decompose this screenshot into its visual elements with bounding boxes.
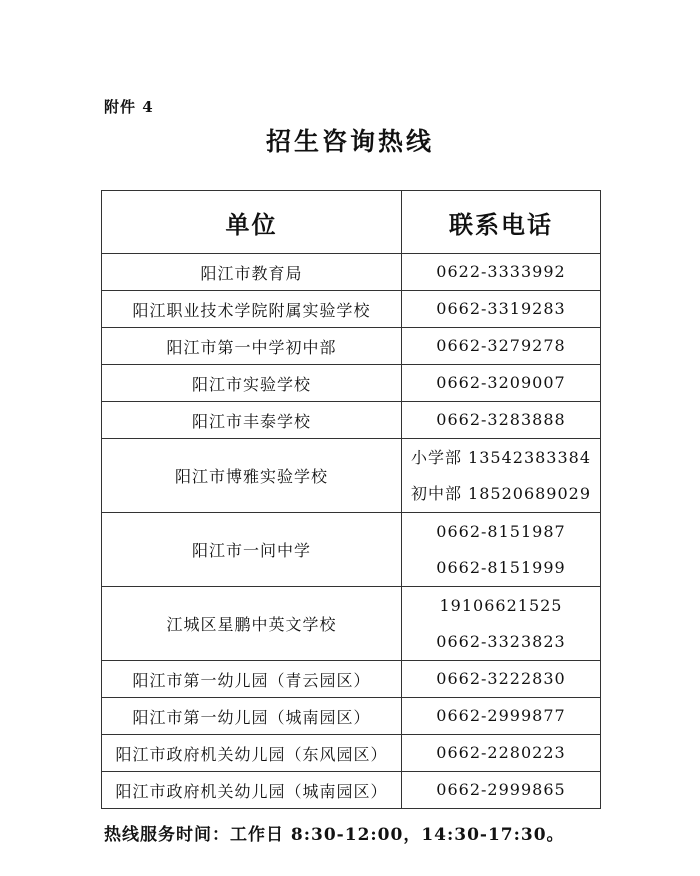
- unit-name: 江城区星鹏中英文学校: [102, 587, 402, 661]
- service-hours-note: 热线服务时间：工作日 8:30-12:00，14:30-17:30。: [104, 825, 565, 845]
- phone-cell: [402, 439, 601, 513]
- table-row: [102, 513, 601, 587]
- phone-number: 0662-2999865: [436, 780, 566, 799]
- phone-number: 0662-8151987: [436, 521, 566, 541]
- unit-name: 阳江市一问中学: [102, 513, 402, 587]
- phone-cell: [402, 291, 601, 328]
- unit-name: 阳江市丰泰学校: [102, 402, 402, 439]
- unit-name: 阳江市教育局: [102, 254, 402, 291]
- header-phone: 联系电话: [402, 191, 601, 254]
- page-title: 招生咨询热线: [265, 127, 434, 156]
- table-row: [102, 328, 601, 365]
- unit-name: 阳江市第一幼儿园（青云园区）: [102, 661, 402, 698]
- table-row: [102, 735, 601, 772]
- phone-number: 0622-3333992: [436, 262, 566, 281]
- phone-cell: [402, 661, 601, 698]
- phone-cell: [402, 698, 601, 735]
- table-row: [102, 365, 601, 402]
- table-row: [102, 402, 601, 439]
- table-row: [102, 772, 601, 809]
- unit-name: 阳江职业技术学院附属实验学校: [102, 291, 402, 328]
- table-row: [102, 439, 601, 513]
- phone-cell: [402, 365, 601, 402]
- phone-number: 0662-2999877: [436, 706, 566, 725]
- unit-name: 阳江市政府机关幼儿园（城南园区）: [102, 772, 402, 809]
- phone-cell: [402, 328, 601, 365]
- phone-number: 0662-3319283: [436, 299, 566, 318]
- phone-number: 0662-8151999: [436, 557, 566, 577]
- attachment-label: 附件 4: [104, 98, 154, 116]
- table-row: [102, 661, 601, 698]
- unit-name: 阳江市博雅实验学校: [102, 439, 402, 513]
- table-header-row: [102, 191, 601, 254]
- phone-cell: [402, 402, 601, 439]
- table-row: [102, 698, 601, 735]
- phone-cell: [402, 772, 601, 809]
- phone-number: 初中部 18520689029: [410, 483, 592, 503]
- phone-number: 0662-3222830: [436, 669, 566, 688]
- unit-name: 阳江市政府机关幼儿园（东风园区）: [102, 735, 402, 772]
- phone-cell: [402, 587, 601, 661]
- phone-cell: [402, 735, 601, 772]
- phone-number: 0662-3283888: [436, 410, 566, 429]
- phone-number: 19106621525: [439, 595, 563, 615]
- unit-name: 阳江市第一幼儿园（城南园区）: [102, 698, 402, 735]
- phone-number: 0662-3323823: [436, 631, 566, 651]
- phone-number: 小学部 13542383384: [410, 447, 592, 467]
- table-row: [102, 254, 601, 291]
- unit-name: 阳江市第一中学初中部: [102, 328, 402, 365]
- header-unit: 单位: [102, 191, 402, 254]
- phone-cell: [402, 513, 601, 587]
- hotline-table: [101, 190, 601, 809]
- phone-number: 0662-3279278: [436, 336, 566, 355]
- phone-number: 0662-2280223: [436, 743, 566, 762]
- table-row: [102, 291, 601, 328]
- phone-cell: [402, 254, 601, 291]
- table-row: [102, 587, 601, 661]
- unit-name: 阳江市实验学校: [102, 365, 402, 402]
- phone-number: 0662-3209007: [436, 373, 566, 392]
